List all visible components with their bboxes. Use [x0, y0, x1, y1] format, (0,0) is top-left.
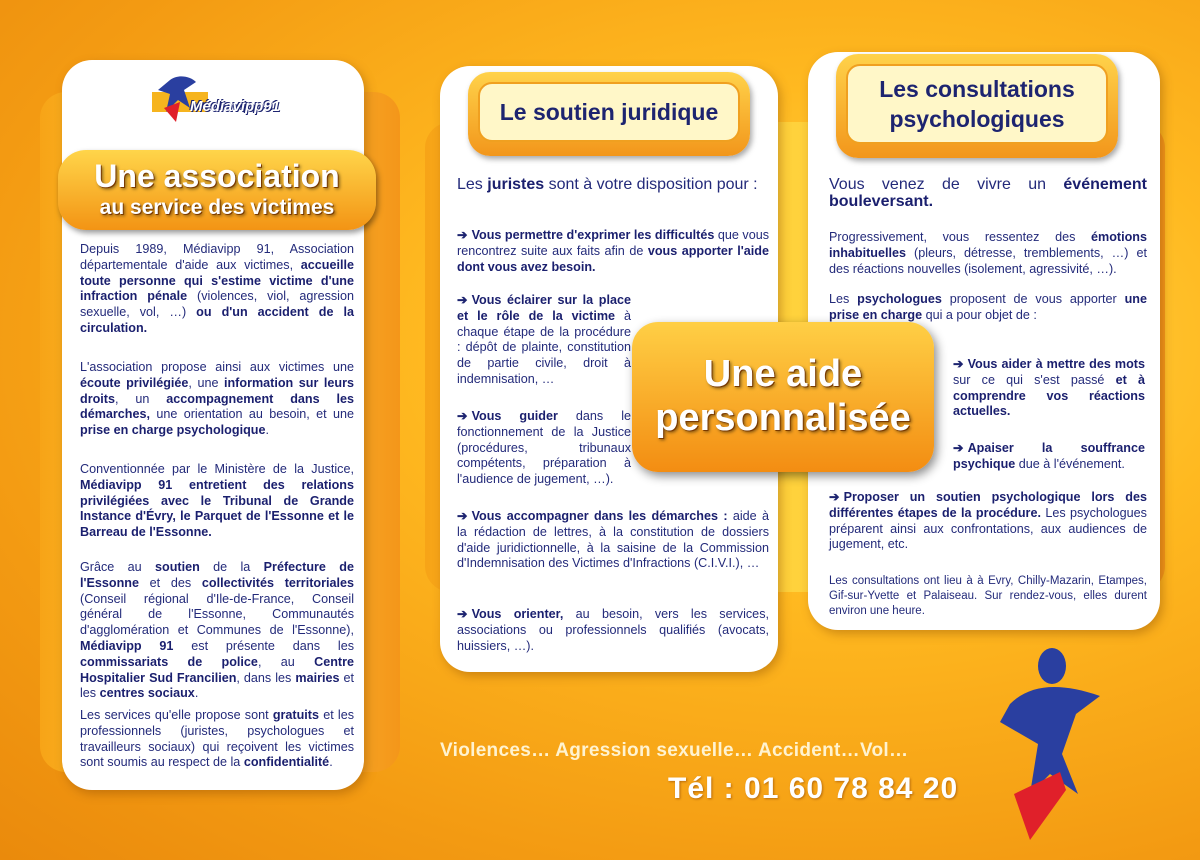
logo [150, 72, 280, 132]
juridique-title [468, 72, 750, 156]
callout-line1: Une aide [703, 353, 863, 395]
col3-item3: ➔ Proposer un soutien psychologique lors des différentes étapes de la procédure. Les psychologues préparent ainsi aux confrontations, aux audiences de jugement, etc. [829, 490, 1147, 552]
col2-item1: ➔ Vous permettre d'exprimer les difficultés que vous rencontrez suite aux faits afin de vous apporter l'aide dont vous avez besoin. [457, 228, 770, 274]
col2-intro: Les juristes sont à votre disposition pour : [457, 176, 758, 193]
col2-item2: ➔ Vous éclairer sur la place et le rôle de la victime à chaque étape de la procédure : dépôt de plainte, constitution de partie civile, droit à indemnisation, … [457, 293, 631, 386]
col3-intro: Vous venez de vivre un événement bouleversant. [829, 176, 1147, 210]
arrow-bullet-icon: ➔ [457, 409, 468, 423]
juridique-title-text: Le soutien juridique [478, 82, 740, 142]
association-title-line1: Une association [94, 158, 340, 194]
arrow-bullet-icon: ➔ [457, 607, 468, 621]
arrow-bullet-icon: ➔ [457, 228, 468, 242]
psy-title-line1: Les consultations [879, 76, 1075, 102]
col1-p4: Grâce au soutien de la Préfecture de l'Essonne et des collectivités territoriales (Conseil régional d'Ile-de-France, Conseil général de l'Essonne, Communautés d'agglomération et Communes de l'Essonne), Médiavipp 91 est présente dans les commissariats de police, au Centre Hospitalier Sud Francilien, dans les mairies et les centres sociaux. [80, 560, 355, 701]
arrow-bullet-icon: ➔ [829, 490, 840, 504]
arrow-bullet-icon: ➔ [953, 357, 964, 371]
psy-title [836, 54, 1118, 158]
col3-item2: ➔ Apaiser la souffrance psychique due à l'événement. [953, 441, 1145, 471]
col3-p1: Progressivement, vous ressentez des émotions inhabituelles (pleurs, détresse, tremblements, …) et des réactions nouvelles (isolement, agressivité, …). [829, 230, 1147, 276]
col2-item5: ➔ Vous orienter, au besoin, vers les services, associations ou professionnels qualifiés (avocats, huissiers, …). [457, 607, 769, 653]
psy-title-text [846, 64, 1108, 144]
aide-personnalisee-callout [632, 322, 934, 472]
logo-text: Médiavipp91 [190, 98, 281, 115]
psy-title-line2: psychologiques [889, 106, 1065, 132]
col3-item1: ➔ Vous aider à mettre des mots sur ce qui s'est passé et à comprendre vos réactions actuelles. [953, 357, 1145, 419]
col1-p2: L'association propose ainsi aux victimes une écoute privilégiée, une information sur leurs droits, un accompagnement dans les démarches, une orientation au besoin, et une prise en charge psychologique. [80, 360, 354, 438]
association-title [58, 150, 376, 230]
arrow-bullet-icon: ➔ [953, 441, 964, 455]
mascot-figure-icon [990, 644, 1110, 844]
col1-p1: Depuis 1989, Médiavipp 91, Association départementale d'aide aux victimes, accueille toute personne qui s'estime victime d'une infraction pénale (violences, viol, agression sexuelle, vol, …) ou d'un accident de la circulation. [80, 242, 354, 335]
col3-p2: Les psychologues proposent de vous apporter une prise en charge qui a pour objet de : [829, 292, 1147, 322]
col1-p3: Conventionnée par le Ministère de la Justice, Médiavipp 91 entretient des relations privilégiées avec le Tribunal de Grande Instance d'Évry, le Parquet de l'Essonne et le Barreau de l'Essonne. [80, 462, 354, 540]
arrow-bullet-icon: ➔ [457, 293, 468, 307]
arrow-bullet-icon: ➔ [457, 509, 468, 523]
col2-item4: ➔ Vous accompagner dans les démarches : aide à la rédaction de lettres, à la constitution de dossiers d'aide juridictionnelle, à la saisine de la Commission d'Indemnisation des Victimes d'Infractions (C.I.V.I.), … [457, 509, 769, 571]
association-title-line2: au service des victimes [99, 196, 335, 219]
phone-number: Tél : 01 60 78 84 20 [668, 772, 959, 805]
slogan: Violences… Agression sexuelle… Accident…Vol… [440, 740, 909, 761]
callout-line2: personnalisée [655, 397, 911, 439]
col1-p5: Les services qu'elle propose sont gratuits et les professionnels (juristes, psychologues et travailleurs sociaux) qui reçoivent les victimes sont soumis au respect de la confidentialité. [80, 708, 354, 770]
col2-item3: ➔ Vous guider dans le fonctionnement de la Justice (procédures, tribunaux compétents, préparation à l'audience de jugement, …). [457, 409, 632, 487]
col3-p3: Les consultations ont lieu à à Evry, Chilly-Mazarin, Etampes, Gif-sur-Yvette et Palaiseau. Sur rendez-vous, elles durent environ une heure. [829, 575, 1147, 617]
